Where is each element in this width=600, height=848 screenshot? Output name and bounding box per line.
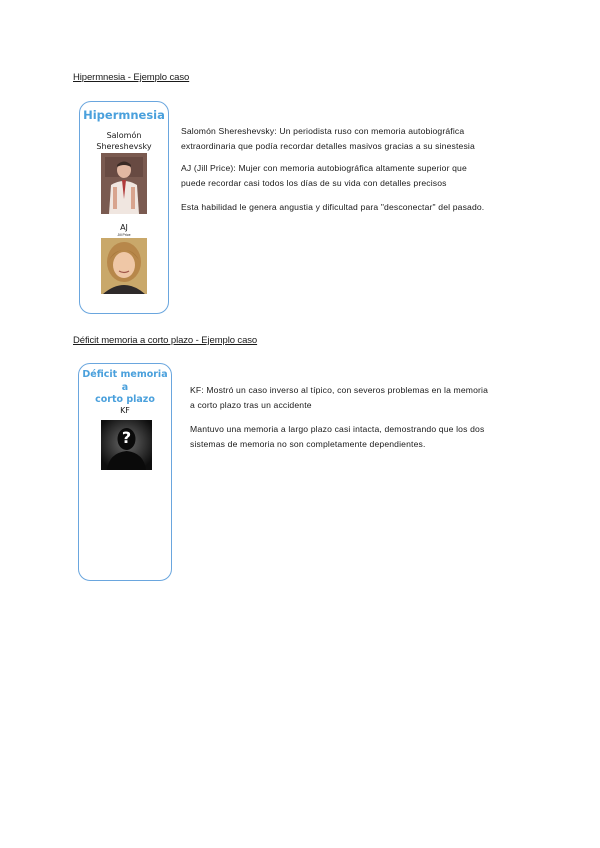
person-name-kf: KF — [120, 406, 130, 415]
card-title: Hipermnesia — [83, 108, 165, 122]
person-name-aj: AJ — [120, 223, 128, 232]
hipermnesia-card — [79, 101, 169, 314]
paragraph-line: puede recordar casi todos los días de su vida con detalles precisos — [181, 177, 447, 188]
paragraph-memoria-largo-plazo — [190, 422, 484, 451]
paragraph-line: Salomón Shereshevsky: Un periodista ruso con memoria autobiográfica — [181, 126, 465, 136]
paragraph-line: sistemas de memoria no son completamente dependientes. — [190, 438, 426, 449]
paragraph-line: AJ (Jill Price): Mujer con memoria autobiográfica altamente superior que — [181, 163, 467, 173]
paragraph-line: Esta habilidad le genera angustia y dificultad para "desconectar" del pasado. — [181, 202, 485, 212]
man-portrait-photo — [101, 153, 147, 214]
deficit-card — [78, 363, 172, 581]
unknown-person-silhouette-icon — [101, 420, 152, 470]
question-mark-glyph: ? — [121, 428, 132, 447]
man-portrait-icon — [101, 153, 147, 214]
paragraph-line: KF: Mostró un caso inverso al típico, con severos problemas en la memoria — [190, 385, 489, 395]
paragraph-aj — [181, 161, 467, 190]
card-title — [79, 369, 171, 407]
person-sub-jill-price: Jill Price — [117, 233, 131, 237]
section-heading-hipermnesia: Hipermnesia - Ejemplo caso — [73, 72, 190, 83]
paragraph-angustia — [181, 200, 484, 215]
paragraph-kf — [190, 383, 488, 412]
paragraph-line: a corto plazo tras un accidente — [190, 399, 312, 410]
paragraph-line: extraordinaria que podía recordar detalles masivos gracias a su sinestesia — [181, 140, 475, 151]
person-name-line1: Salomón — [106, 131, 142, 140]
person-name-salomon — [80, 130, 168, 152]
person-name-line2: Shereshevsky — [96, 142, 152, 151]
card-title-line1: Déficit memoria a — [82, 369, 168, 393]
paragraph-line: Mantuvo una memoria a largo plazo casi intacta, demostrando que los dos — [190, 424, 485, 434]
woman-portrait-icon — [101, 238, 147, 294]
woman-portrait-photo — [101, 238, 147, 294]
paragraph-salomon — [181, 124, 475, 153]
section-heading-deficit: Déficit memoria a corto plazo - Ejemplo caso — [73, 335, 258, 346]
card-title-line2: corto plazo — [95, 394, 155, 405]
